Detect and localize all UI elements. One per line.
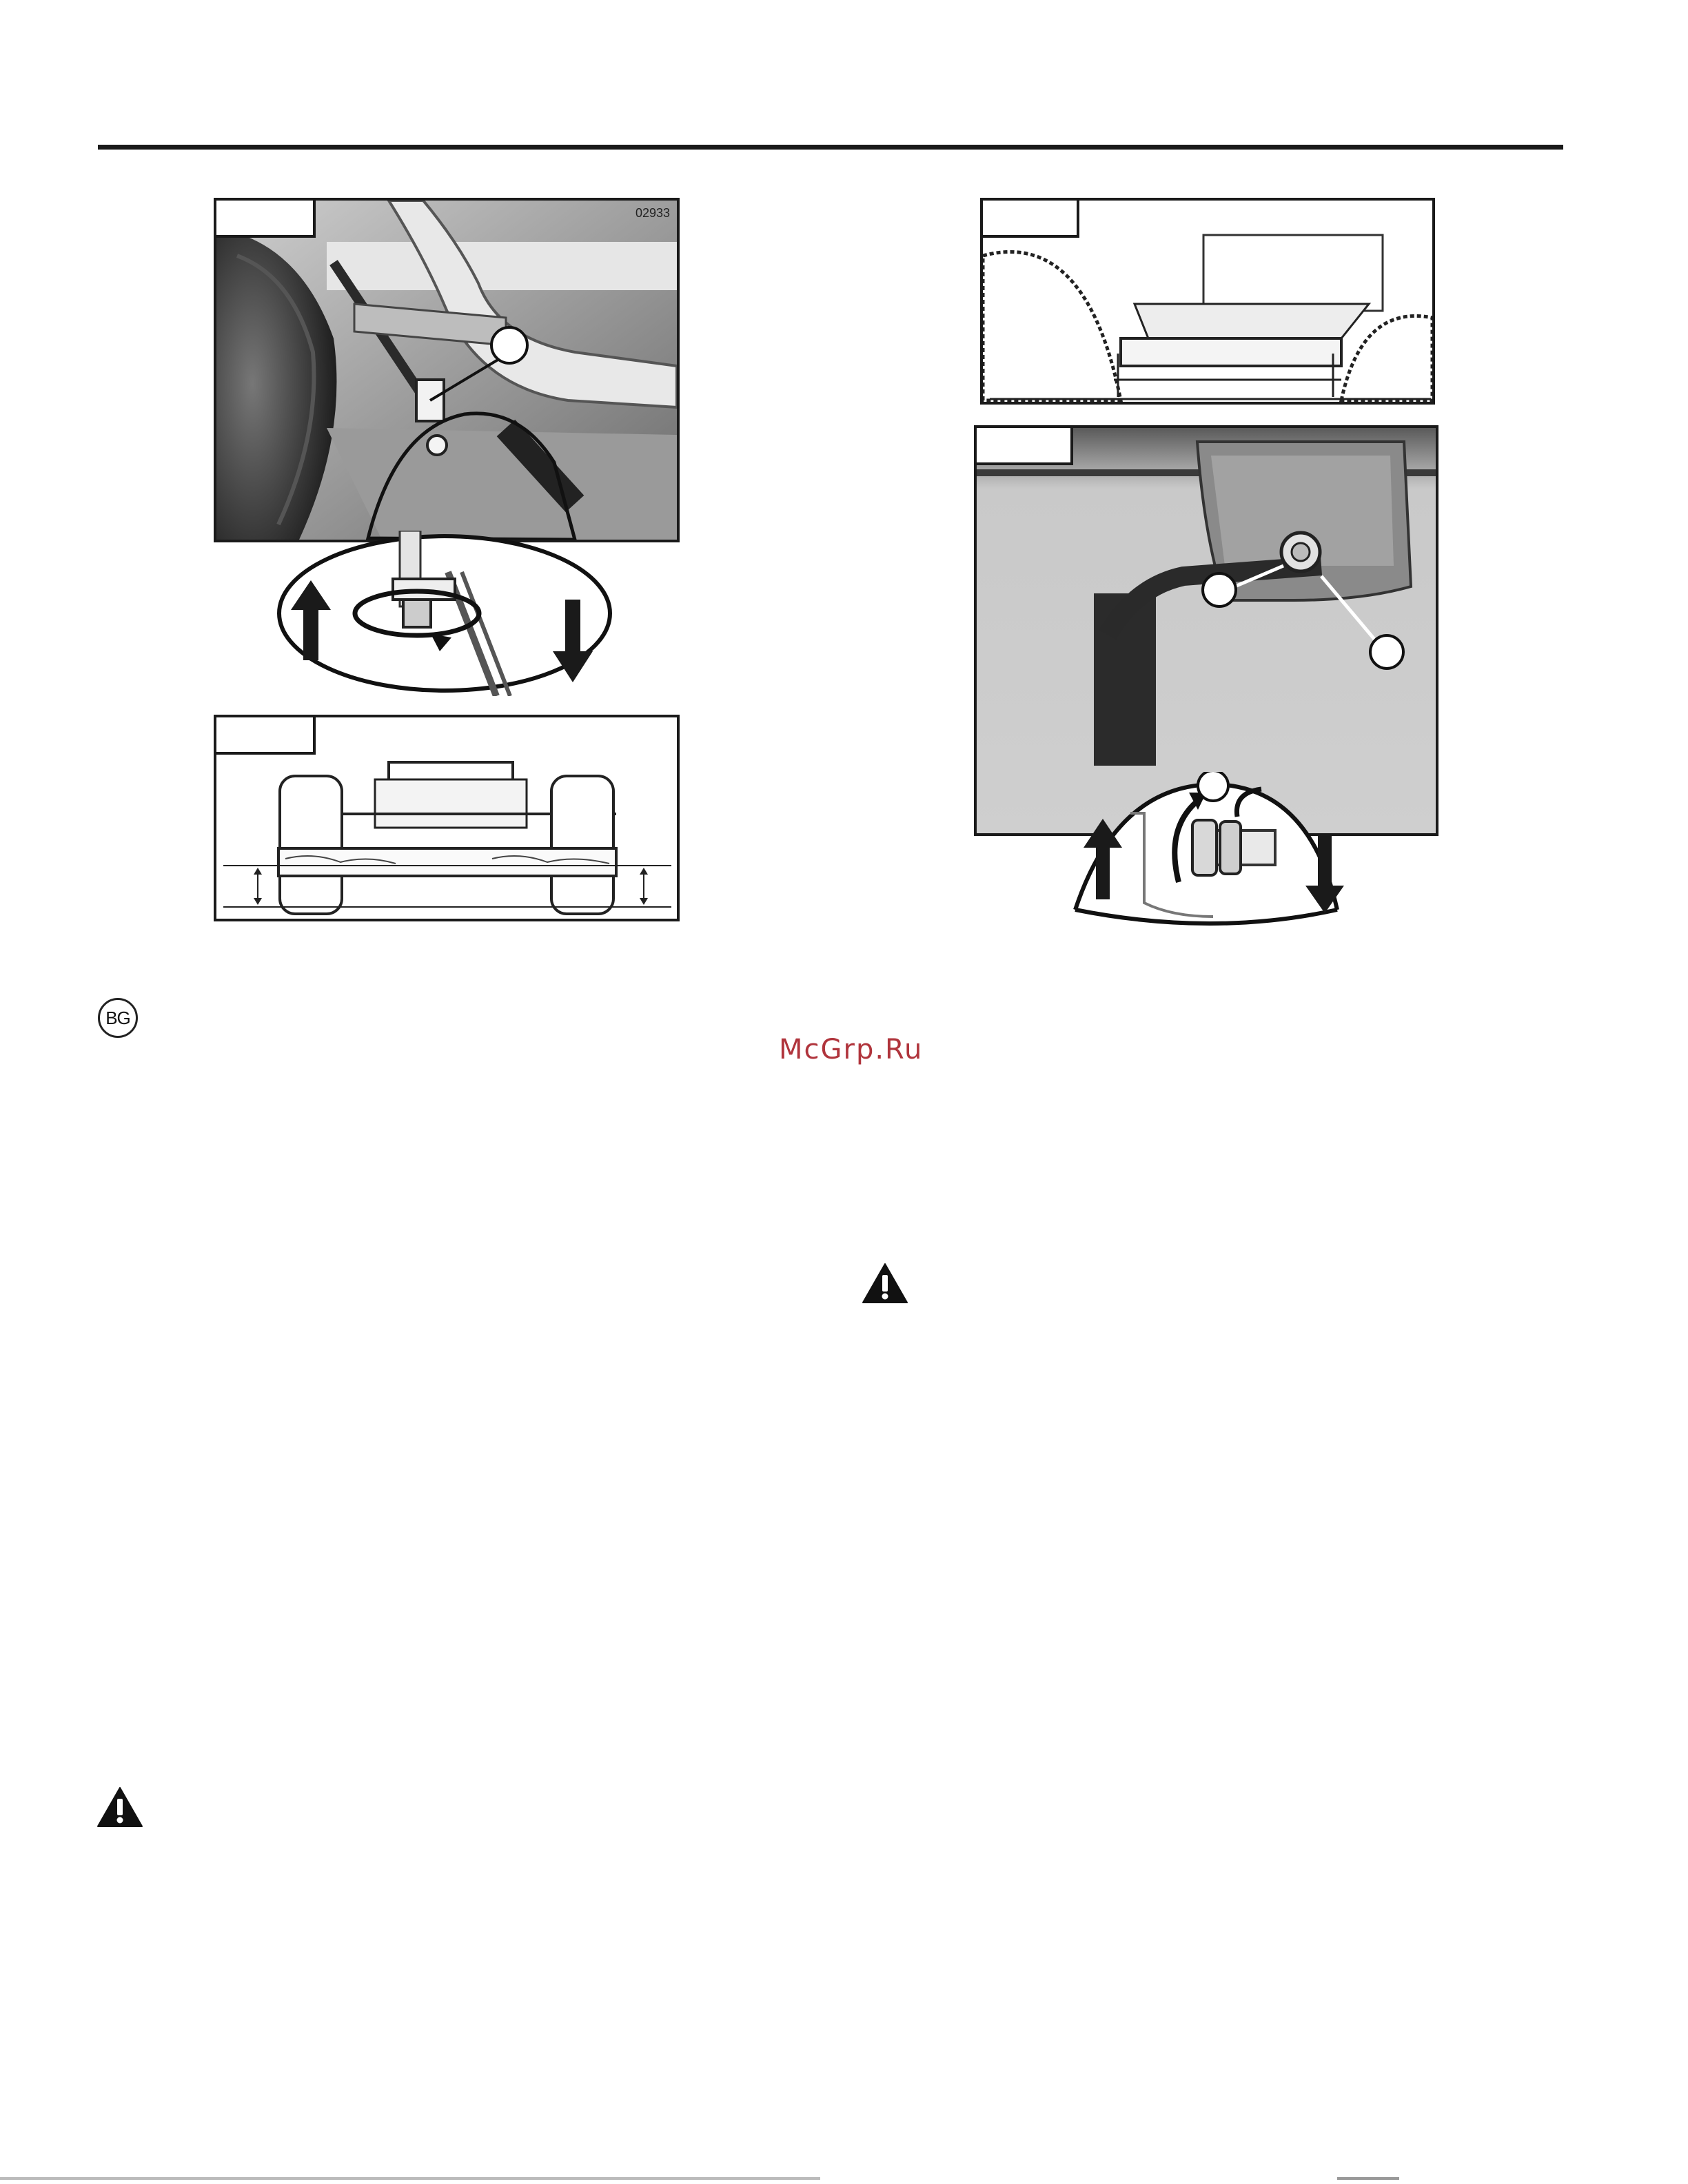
bracket-detail-inset xyxy=(1061,772,1365,930)
callout-circle-icon xyxy=(1203,573,1236,606)
callout-circle-icon xyxy=(1198,772,1228,801)
figure-label-box xyxy=(974,425,1073,465)
figure-code: 02933 xyxy=(635,206,670,220)
language-circle-icon: BG xyxy=(105,1007,130,1028)
lift-link-detail-inset xyxy=(262,531,620,696)
footer-rule xyxy=(0,2177,820,2180)
callout-circle-icon xyxy=(1370,635,1403,669)
figure-label-box xyxy=(214,715,316,755)
warning-triangle-icon xyxy=(862,1263,908,1304)
figure-deck-side-view xyxy=(980,198,1435,405)
figure-deck-front-view xyxy=(214,715,680,921)
footer-mark xyxy=(1337,2177,1399,2180)
header-rule xyxy=(98,145,1563,150)
figure-lift-link-photo xyxy=(214,198,680,542)
lift-link-photo-illustration xyxy=(216,201,677,540)
warning-triangle-icon xyxy=(96,1786,143,1828)
callout-circle-icon xyxy=(491,327,527,363)
figure-label-box xyxy=(214,198,316,238)
watermark-text: McGrp.Ru xyxy=(779,1034,924,1065)
figure-label-box xyxy=(980,198,1079,238)
language-badge xyxy=(98,998,138,1038)
